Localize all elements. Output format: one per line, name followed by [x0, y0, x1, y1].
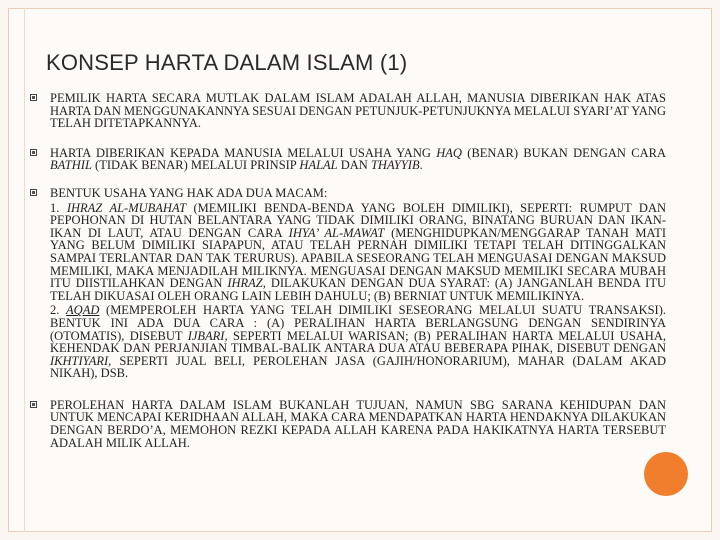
term-ikhtiyari: IKHTIYARI, [50, 353, 112, 368]
term-haq: HAQ [436, 145, 462, 160]
bullet-item-1 [30, 92, 666, 130]
term-thayyib: THAYYIB [370, 158, 420, 173]
bullet-text-1: PEMILIK HARTA SECARA MUTLAK DALAM ISLAM ADALAH ALLAH, MANUSIA DIBERIKAN HAK ATAS HARTA DAN MENGGUNAKANNYA SESUAI DENGAN PETUNJUK-PETUNJUKNYA MELALUI SYARI’AT YANG TELAH DITETAPKANNYA. [50, 91, 666, 131]
bullet-text-3-point-1: 1. IHRAZ AL-MUBAHAT (MEMILIKI BENDA-BENDA YANG BOLEH DIMILIKI), SEPERTI: RUMPUT DAN PEPOHONAN DI HUTAN BELANTARA YANG TIDAK DIMILIKI ORANG, BINATANG BURUAN DAN IKAN-IKAN DI LAUT, ATAU DENGAN CARA IHYA’ AL-MAWAT (MENGHIDUPKAN/MENGGARAP TANAH MATI YANG BELUM DIMILIKI SIAPAPUN, ATAU TELAH PERNAH DIMILIKI TETAPI TELAH DITINGGALKAN SAMPAI TERLANTAR DAN TAK TERURUS). APABILA SESEORANG TELAH MENGUASAI DENGAN MAKSUD MEMILIKI, MAKA MENJADILAH MILIKNYA. MENGUASAI DENGAN MAKSUD MEMILIKI SECARA MUBAH ITU DIISTILAHKAN DENGAN IHRAZ, DILAKUKAN DENGAN DUA SYARAT: (A) JANGANLAH BENDA ITU TELAH DIKUASAI OLEH ORANG LAIN LEBIH DAHULU; (B) BERNIAT UNTUK MEMILIKINYA. [50, 200, 667, 303]
square-bullet-icon [30, 401, 37, 408]
bullet-text-3-intro: BENTUK USAHA YANG HAK ADA DUA MACAM: [50, 185, 328, 200]
square-bullet-icon [30, 189, 37, 196]
left-border-rule [24, 8, 25, 532]
slide-body [30, 92, 666, 449]
bullet-text-3-point-2: 2. AQAD (MEMPEROLEH HARTA YANG TELAH DIMILIKI SESEORANG MELALUI SUATU TRANSAKSI). BENTUK INI ADA DUA CARA : (A) PERALIHAN HARTA BERLANGSUNG DENGAN SENDIRINYA (OTOMATIS), DISEBUT IJBARI, SEPERTI MELALUI WARISAN; (B) PERALIHAN HARTA MELALUI USAHA, KEHENDAK DAN PERJANJIAN TIMBAL-BALIK ANTARA DUA ATAU BEBERAPA PIHAK, DISEBUT DENGAN IKHTIYARI, SEPERTI JUAL BELI, PEROLEHAN JASA (GAJIH/HONORARIUM), MAHAR (DALAM AKAD NIKAH), DSB. [50, 303, 666, 381]
bullet-text-4: PEROLEHAN HARTA DALAM ISLAM BUKANLAH TUJUAN, NAMUN SBG SARANA KEHIDUPAN DAN UNTUK MENCAPAI KERIDHAAN ALLAH, MAKA CARA MENDAPATKAN HARTA HENDAKNYA DILAKUKAN DENGAN BERDO’A, MEMOHON REZKI KEPADA ALLAH KARENA PADA HAKIKATNYA HARTA TERSEBUT ADALAH MILIK ALLAH. [50, 397, 666, 450]
accent-circle [644, 452, 688, 496]
term-ijbari: IJBARI, [187, 328, 228, 343]
term-aqad: AQAD [66, 303, 100, 318]
bullet-item-3 [30, 187, 666, 380]
term-halal: HALAL [299, 158, 338, 173]
term-ihya-al-mawat: IHYA’ AL-MAWAT [288, 225, 385, 240]
term-ihraz-al-mubahat: IHRAZ AL-MUBAHAT [66, 200, 187, 215]
bullet-item-2 [30, 147, 666, 172]
term-bathil: BATHIL [50, 158, 92, 173]
square-bullet-icon [30, 149, 37, 156]
bullet-text-2: HARTA DIBERIKAN KEPADA MANUSIA MELALUI USAHA YANG HAQ (BENAR) BUKAN DENGAN CARA BATHIL (TIDAK BENAR) MELALUI PRINSIP HALAL DAN THAYYIB. [50, 145, 666, 173]
term-ihraz: IHRAZ, [227, 276, 266, 291]
slide-title: KONSEP HARTA DALAM ISLAM (1) [46, 50, 408, 75]
bullet-item-4 [30, 399, 666, 449]
square-bullet-icon [30, 94, 37, 101]
